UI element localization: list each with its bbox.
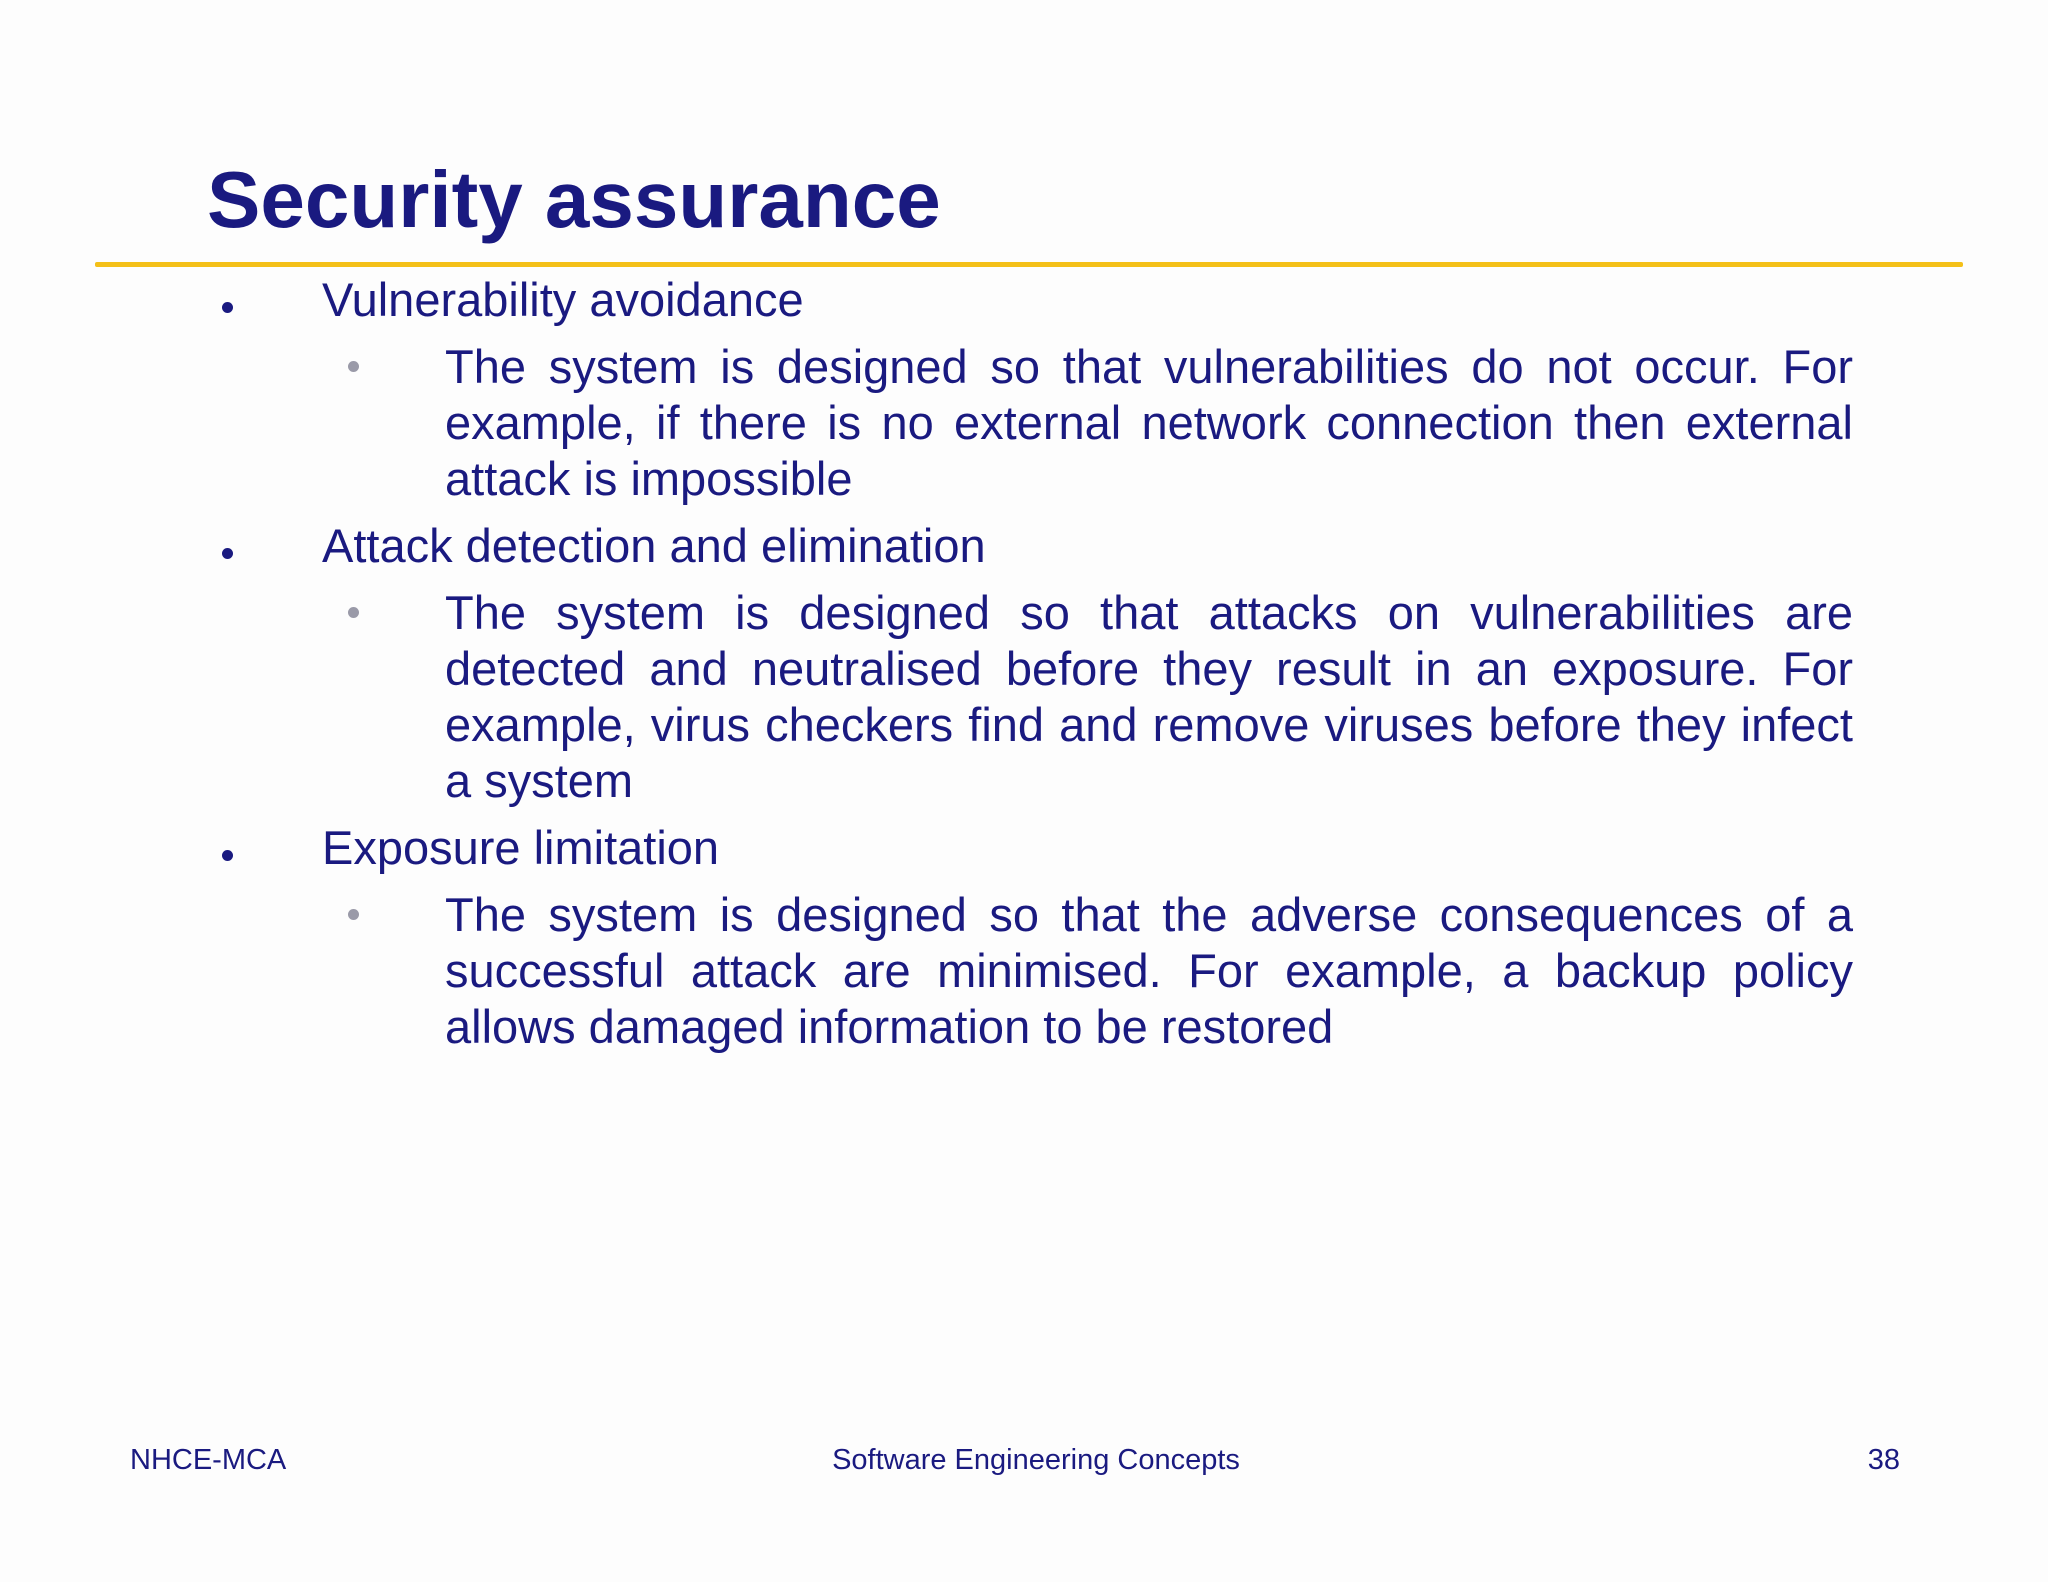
sub-bullet-dot-icon [348,585,360,641]
sub-bullet-item [0,339,2048,507]
sub-bullet-dot-icon [348,339,360,395]
title-divider [95,262,1963,267]
sub-bullet-item [0,585,2048,809]
bullet-dot-icon [222,820,236,876]
sub-bullet-text: The system is designed so that the adverse consequences of a successful attack are minimised. For example, a backup policy allows damaged information to be restored [445,888,1853,1053]
sub-bullet-text: The system is designed so that attacks on vulnerabilities are detected and neutralised before they result in an exposure. For example, virus checkers find and remove viruses before they infect a system [445,586,1853,807]
sub-bullet-dot-icon [348,887,360,943]
page-number: 38 [1867,1444,1900,1476]
bullet-heading: Exposure limitation [322,821,720,874]
sub-bullet-item [0,887,2048,1055]
bullet-item [0,518,2048,574]
bullet-dot-icon [222,272,236,328]
footer-course-title: Software Engineering Concepts [832,1444,1240,1476]
bullet-item [0,820,2048,876]
bullet-dot-icon [222,518,236,574]
bullet-heading: Attack detection and elimination [322,519,986,572]
bullet-heading: Vulnerability avoidance [322,273,804,326]
footer-organization: NHCE-MCA [130,1444,287,1476]
slide-title: Security assurance [207,155,941,244]
bullet-section [0,272,2048,507]
bullet-section [0,518,2048,809]
bullet-section [0,820,2048,1055]
sub-bullet-text: The system is designed so that vulnerabilities do not occur. For example, if there is no external network connection then external attack is impossible [445,340,1853,505]
bullet-item [0,272,2048,328]
slide-content [0,272,2048,1066]
